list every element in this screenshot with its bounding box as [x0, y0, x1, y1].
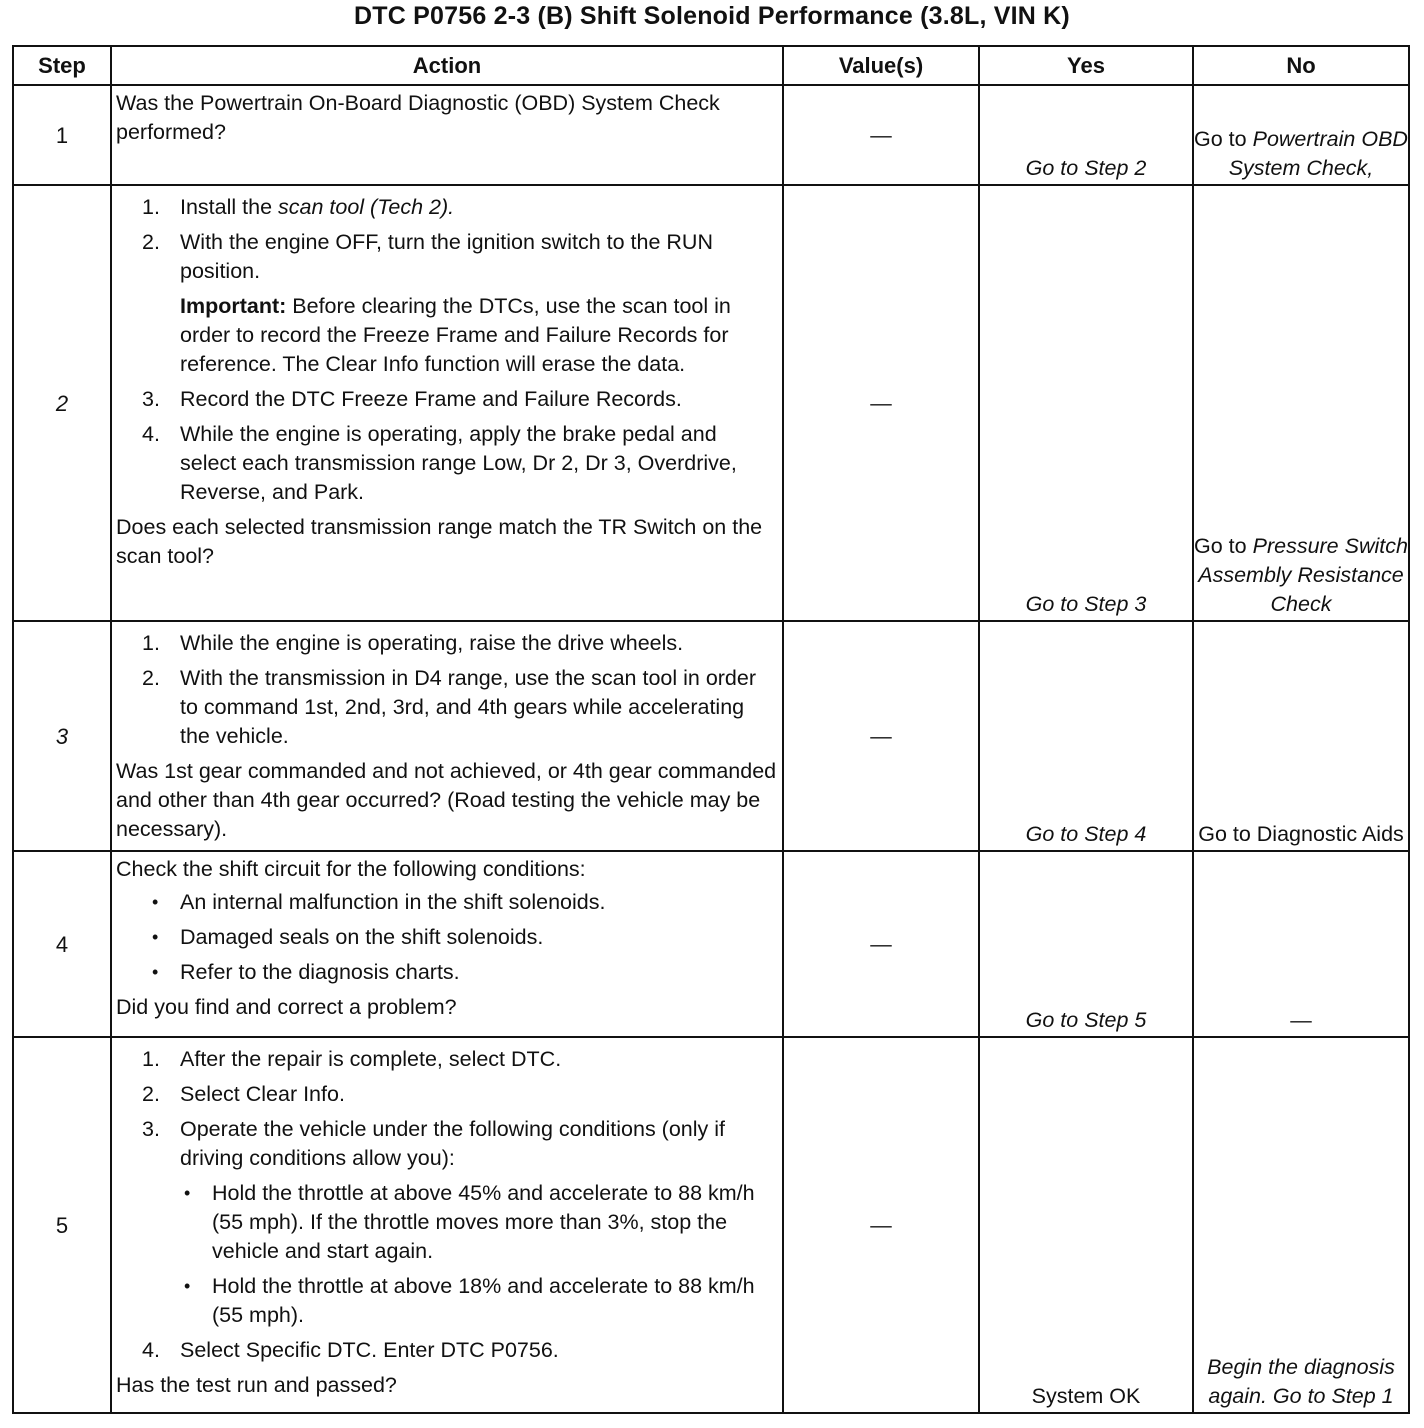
list-item: • Hold the throttle at above 45% and accelerate to 88 km/h (55 mph). If the throttle moves more than 3%, stop the vehicle and start again. — [184, 1181, 755, 1263]
bullet-icon: • — [184, 1183, 191, 1203]
header-step: Step — [13, 46, 111, 85]
table-row — [13, 621, 1409, 851]
step-number: 4 — [13, 851, 111, 1037]
list-item: 3. Operate the vehicle under the following conditions (only if driving conditions allow you): — [142, 1117, 725, 1170]
question-text: Was the Powertrain On-Board Diagnostic (OBD) System Check performed? — [116, 91, 720, 144]
yes-link[interactable]: Go to Step 2 — [1025, 156, 1147, 180]
no-cell — [1193, 185, 1409, 621]
table-row — [13, 85, 1409, 185]
no-cell — [1193, 1037, 1409, 1413]
no-link[interactable]: Pressure Switch Assembly Resistance Check — [1198, 534, 1408, 616]
table-row — [13, 851, 1409, 1037]
list-item: 3. Record the DTC Freeze Frame and Failure Records. — [142, 387, 682, 411]
bullet-icon: • — [152, 892, 159, 912]
header-no: No — [1193, 46, 1409, 85]
list-item: 1. After the repair is complete, select DTC. — [142, 1047, 562, 1071]
list-item: 2. With the transmission in D4 range, use the scan tool in order to command 1st, 2nd, 3rd, and 4th gears while accelerating the vehicle. — [142, 666, 757, 748]
no-cell — [1193, 85, 1409, 185]
action-cell — [111, 1037, 783, 1413]
list-item: 4. Select Specific DTC. Enter DTC P0756. — [142, 1338, 559, 1362]
yes-cell — [979, 851, 1193, 1037]
step-number: 3 — [13, 621, 111, 851]
important-label: Important: — [180, 294, 287, 318]
value-cell: — — [783, 621, 979, 851]
value-cell: — — [783, 185, 979, 621]
no-prefix: Go to — [1194, 534, 1247, 558]
yes-link[interactable]: Go to Step 5 — [1025, 1008, 1147, 1032]
action-cell — [111, 85, 783, 185]
step-number: 2 — [13, 185, 111, 621]
list-item: • Refer to the diagnosis charts. — [116, 958, 778, 987]
yes-link[interactable]: Go to Step 3 — [1025, 592, 1147, 616]
value-cell: — — [783, 1037, 979, 1413]
list-item: • Hold the throttle at above 18% and accelerate to 88 km/h (55 mph). — [184, 1274, 755, 1327]
list-item: 2. Select Clear Info. — [142, 1082, 345, 1106]
action-cell — [111, 621, 783, 851]
question-text: Was 1st gear commanded and not achieved, or 4th gear commanded and other than 4th gear occurred? (Road testing the vehicle may be necessary). — [116, 759, 777, 841]
table-row — [13, 185, 1409, 621]
question-text: Did you find and correct a problem? — [116, 995, 457, 1019]
list-item: 4. While the engine is operating, apply the brake pedal and select each transmission range Low, Dr 2, Dr 3, Overdrive, Reverse, and Park. — [142, 422, 737, 504]
header-yes: Yes — [979, 46, 1193, 85]
header-values: Value(s) — [783, 46, 979, 85]
header-action: Action — [111, 46, 783, 85]
list-item: • An internal malfunction in the shift solenoids. — [116, 888, 778, 917]
yes-cell: System OK — [979, 1037, 1193, 1413]
bullet-icon: • — [152, 962, 159, 982]
yes-cell — [979, 85, 1193, 185]
yes-link[interactable]: Go to Step 4 — [1025, 822, 1147, 846]
question-text: Does each selected transmission range match the TR Switch on the scan tool? — [116, 515, 763, 568]
question-text: Has the test run and passed? — [116, 1373, 397, 1397]
list-item: 2. With the engine OFF, turn the ignition switch to the RUN position. — [142, 230, 713, 283]
action-cell — [111, 185, 783, 621]
no-cell[interactable]: Go to Diagnostic Aids — [1193, 621, 1409, 851]
list-item: 1. While the engine is operating, raise the drive wheels. — [142, 631, 684, 655]
bullet-icon: • — [184, 1276, 191, 1296]
step-number: 5 — [13, 1037, 111, 1413]
value-cell: — — [783, 85, 979, 185]
important-note: Important: Before clearing the DTCs, use the scan tool in order to record the Freeze Frame and Failure Records for reference. The Clear Info function will erase the data. — [180, 294, 731, 376]
yes-cell — [979, 185, 1193, 621]
bullet-icon: • — [152, 927, 159, 947]
no-link[interactable]: Begin the diagnosis again. Go to Step 1 — [1207, 1355, 1395, 1408]
list-item: 1. Install the scan tool (Tech 2). — [142, 195, 455, 219]
list-item: • Damaged seals on the shift solenoids. — [116, 923, 778, 952]
no-link[interactable]: Powertrain OBD System Check, — [1228, 127, 1408, 180]
step-number: 1 — [13, 85, 111, 185]
header-row — [13, 46, 1409, 85]
no-cell: — — [1193, 851, 1409, 1037]
yes-cell — [979, 621, 1193, 851]
intro-text: Check the shift circuit for the following conditions: — [116, 857, 586, 881]
table-row — [13, 1037, 1409, 1413]
diagnostic-table — [12, 45, 1410, 1414]
no-prefix: Go to — [1194, 127, 1247, 151]
value-cell: — — [783, 851, 979, 1037]
action-cell — [111, 851, 783, 1037]
page-title: DTC P0756 2-3 (B) Shift Solenoid Performance (3.8L, VIN K) — [354, 2, 1070, 30]
